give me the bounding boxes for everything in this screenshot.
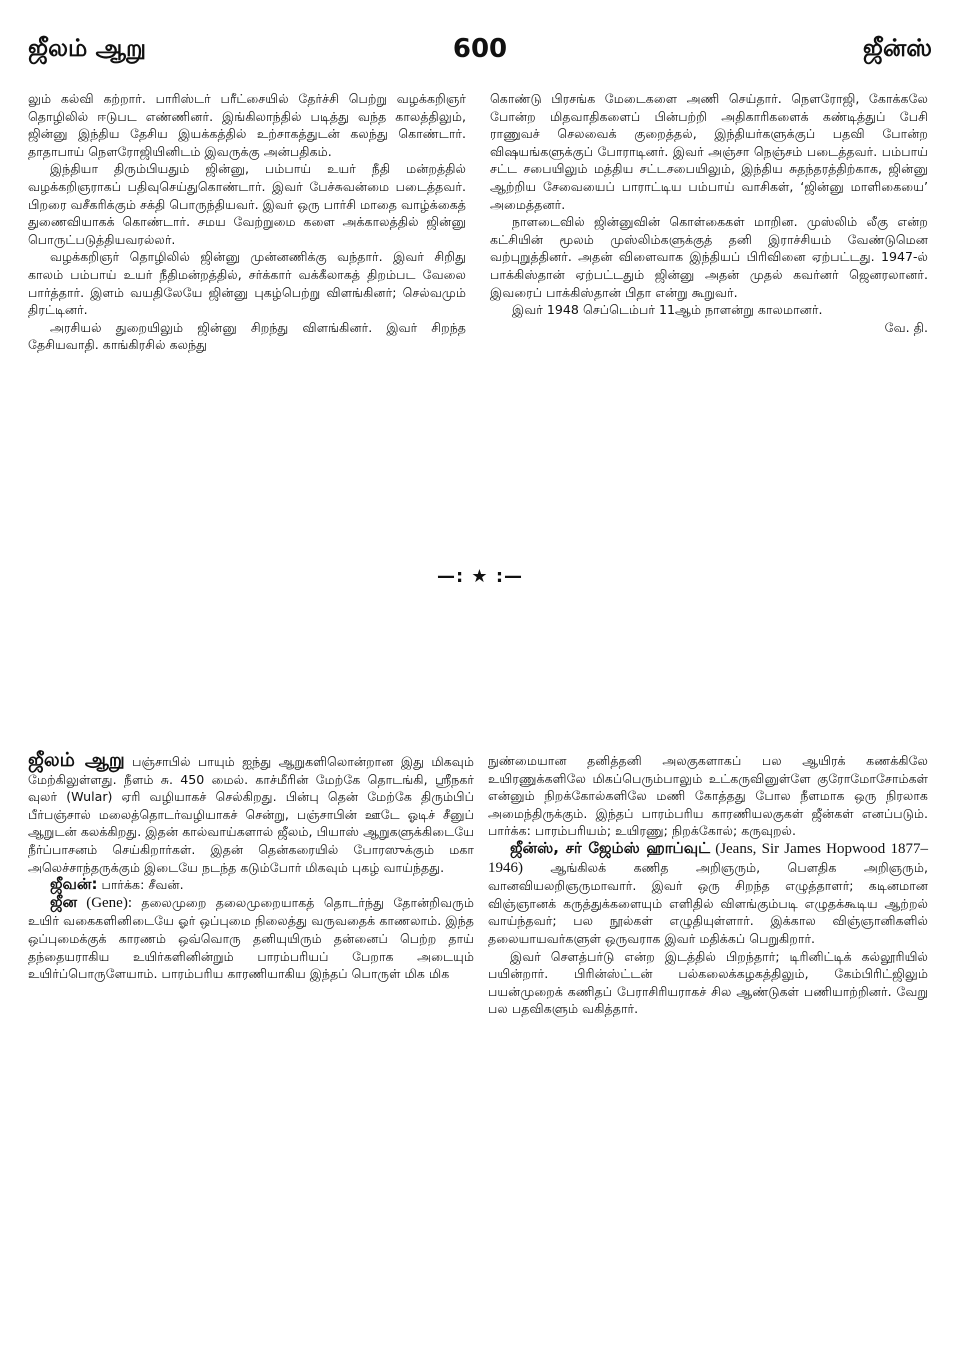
paragraph: வழக்கறிஞர் தொழிலில் ஜின்னு முன்னணிக்கு வந்தார். இவர் சிறிது காலம் பம்பாய் உயர் நீதிமன்றத்தில், சர்க்கார் வக்கீலாகத் திறம்பட வேலை பார்த்தார். இளம் வயதிலேயே ஜின்னு புகழ்பெற்று விளங்கினர்; செல்வமும் திரட்டினர்.	[28, 249, 466, 318]
paragraph: நுண்மையான தனித்தனி அலகுகளாகப் பல ஆயிரக் கணக்கிலே உயிரணுக்களிலே மிகப்பெரும்பாலும் உட்கருவினுள்ளே குரோமோசோம்கள் என்னும் நிறக்கோல்களிலே மணி கோத்தது போல நீளமாக ஒரு நிரலாக அமைந்திருக்கும். இந்தப் பாரம்பரிய காரணியலகுகள் ஜீன்கள் எனப்படும். பார்க்க: பாரம்பரியம்; உயிரணு; நிறக்கோல்; கருவுறல்.	[488, 753, 928, 839]
running-head-right: ஜீன்ஸ்	[862, 34, 932, 62]
paragraph: அரசியல் துறையிலும் ஜின்னு சிறந்து விளங்கினர். இவர் சிறந்த தேசியவாதி. காங்கிரசில் கலந்து	[28, 319, 466, 353]
article-jinnah-continued-left	[28, 90, 466, 354]
paragraph: லும் கல்வி கற்றார். பாரிஸ்டர் பரீட்சையில் தேர்ச்சி பெற்று வழக்கறிஞர் தொழிலில் ஈடுபட எண்ணினர். இங்கிலாந்தில் படித்து வந்த காலத்திலும், ஜின்னு இந்திய தேசிய இயக்கத்தில் உற்சாகத்துடன் கலந்து கொண்டார். தாதாபாய் நௌரோஜியினிடம் இவருக்கு அன்பதிகம்.	[28, 91, 466, 159]
entry-jhelum	[28, 749, 474, 876]
paragraph: நாளடைவில் ஜின்னுவின் கொள்கைகள் மாறின. முஸ்லிம் லீகு என்ற கட்சியின் மூலம் முஸ்லிம்களுக்குத் தனி இராச்சியம் வேண்டுமென வற்புறுத்தினர். அதன் விளைவாக இந்தியப் பிரிவினை ஏற்பட்டது. 1947-ல் பாக்கிஸ்தான் ஏற்பட்டதும் ஜின்னு அதன் முதல் கவர்னர் ஜெனரலானர். இவரைப் பாக்கிஸ்தான் பிதா என்று கூறுவர்.	[490, 214, 928, 300]
headword: ஜீன்ஸ், சர் ஜேம்ஸ் ஹாப்வுட்	[510, 838, 711, 857]
entry-text: பஞ்சாபில் பாயும் ஐந்து ஆறுகளிலொன்றான இது மிகவும் மேற்கிலுள்ளது. நீளம் சு. 450 மைல். காச்மீரின் மேற்கே தொடங்கி, ஸ்ரீநகர் வுலர் (Wular) ஏரி வழியாகச் செல்கிறது. பின்பு தென் மேற்கே திரும்பிப் பீர்பஞ்சால் மலைத்தொடர்வழியாகச் சென்று, பஞ்சாபின் ஊடே ஓடிச் சீனுப் ஆறுடன் கலக்கிறது. இதன் கால்வாய்களால் ஜீலம், பியாஸ் ஆறுகளுக்கிடையே நீர்ப்பாசனம் செய்கிறார்கள். இதன் தென்கரையில் போரஸுக்கும் மகா அலெச்சாந்தருக்கும் இடையே நடந்த கடும்போர் மிகவும் புகழ் வாய்ந்தது.	[28, 754, 474, 875]
page-header	[28, 34, 932, 74]
page-number: 600	[452, 34, 508, 64]
paragraph: இவர் 1948 செப்டெம்பர் 11ஆம் நாளன்று காலமானர்.	[512, 302, 823, 318]
headword-latin: (Jeans, Sir James Hopwood 1877–1946)	[488, 840, 928, 876]
headword-latin: (Gene):	[77, 894, 133, 911]
entries-left-column	[28, 749, 474, 983]
paragraph: இவர் சௌத்பர்டு என்ற இடத்தில் பிறந்தார்; டிரினிட்டிக் கல்லூரியில் பயின்றார். பிரின்ஸ்ட்டன் பல்கலைக்கழகத்திலும், கேம்பிரிட்ஜிலும் பயன்முறைக் கணிதப் பேராசிரியராகச் சில ஆண்டுகள் பணியாற்றினர். வேறு பல பதவிகளும் வகித்தார்.	[488, 948, 928, 1017]
section-divider: —: ★ :—	[436, 566, 524, 587]
running-head-left: ஜீலம் ஆறு	[28, 34, 147, 62]
entry-jeans	[488, 840, 928, 948]
entry-gene	[28, 894, 474, 983]
paragraph: இந்தியா திரும்பியதும் ஜின்னு, பம்பாய் உயர் நீதி மன்றத்தில் வழக்கறிஞராகப் பதிவுசெய்துகொண்டார். இவர் பேச்சுவன்மை படைத்தவர். பிறரை வசீகரிக்கும் சக்தி பொருந்தியவர். இவர் ஒரு பார்சி மாதை வாழ்க்கைத் துணைவியாகக் கொண்டார். சமய வேற்றுமை களை அக்காலத்தில் ஜின்னு பொருட்படுத்தியவரல்லர்.	[28, 161, 466, 247]
paragraph: கொண்டு பிரசங்க மேடைகளை அணி செய்தார். நௌரோஜி, கோக்கலே போன்ற மிதவாதிகளைப் பின்பற்றி அதிகாரிகளைக் கண்டித்துப் பேசி ராணுவச் செலவைக் குறைத்தல், இந்தியர்களுக்குப் பதவி போன்ற விஷயங்களுக்குப் போராடினர். இவர் அஞ்சா நெஞ்சம் படைத்தவர். பம்பாய் சட்ட சபையிலும் மத்திய சட்டசபையிலும், இந்திய சுதந்தரத்திற்காக, ஜின்னு ஆற்றிய சேவையைப் பாராட்டிய பம்பாய் வாசிகள், ‘ஜின்னு மாளிகையை’ அமைத்தனர்.	[490, 91, 928, 212]
entry-jeevan	[28, 876, 474, 894]
headword: ஜீன	[50, 892, 78, 911]
headword: ஜீலம் ஆறு	[28, 749, 125, 771]
author-signature: வே. தி.	[884, 319, 928, 335]
entry-text: பார்க்க: சீவன்.	[97, 877, 184, 893]
headword: ஜீவன்:	[50, 875, 98, 894]
entry-text: தலைமுறை தலைமுறையாகத் தொடர்ந்து தோன்றிவரும் உயிர் வகைகளினிடையே ஓர் ஒப்புமை நிலைத்து வருவதைக் காணலாம். இந்த ஒப்புமைக்குக் காரணம் ஒவ்வொரு தனியுயிரும் தன்னைப் பெற்ற தாய் தந்தையராகிய உயிர்களினின்றும் பாரம்பரியப் பேறாக அடையும் உயிர்ப்பொருளேயாம். பாரம்பரிய காரணியாகிய இந்தப் பொருள் மிக மிக	[28, 894, 474, 982]
entries-right-column	[488, 752, 928, 1018]
entry-text: ஆங்கிலக் கணித அறிஞரும், பௌதிக அறிஞரும், வானவியலறிஞருமாவார். இவர் ஒரு சிறந்த எழுத்தாளர்; கடினமான விஞ்ஞானக் கருத்துக்களையும் எளிதில் விளங்கும்படி எழுதக்கூடிய ஆற்றல் வாய்ந்தவர்; பல நூல்கள் எழுதியுள்ளார். இக்கால விஞ்ஞானிகளில் தலையாயவர்களுள் ஒருவராக இவர் மதிக்கப் பெறுகிறார்.	[488, 859, 928, 946]
article-jinnah-continued-right	[490, 90, 928, 336]
